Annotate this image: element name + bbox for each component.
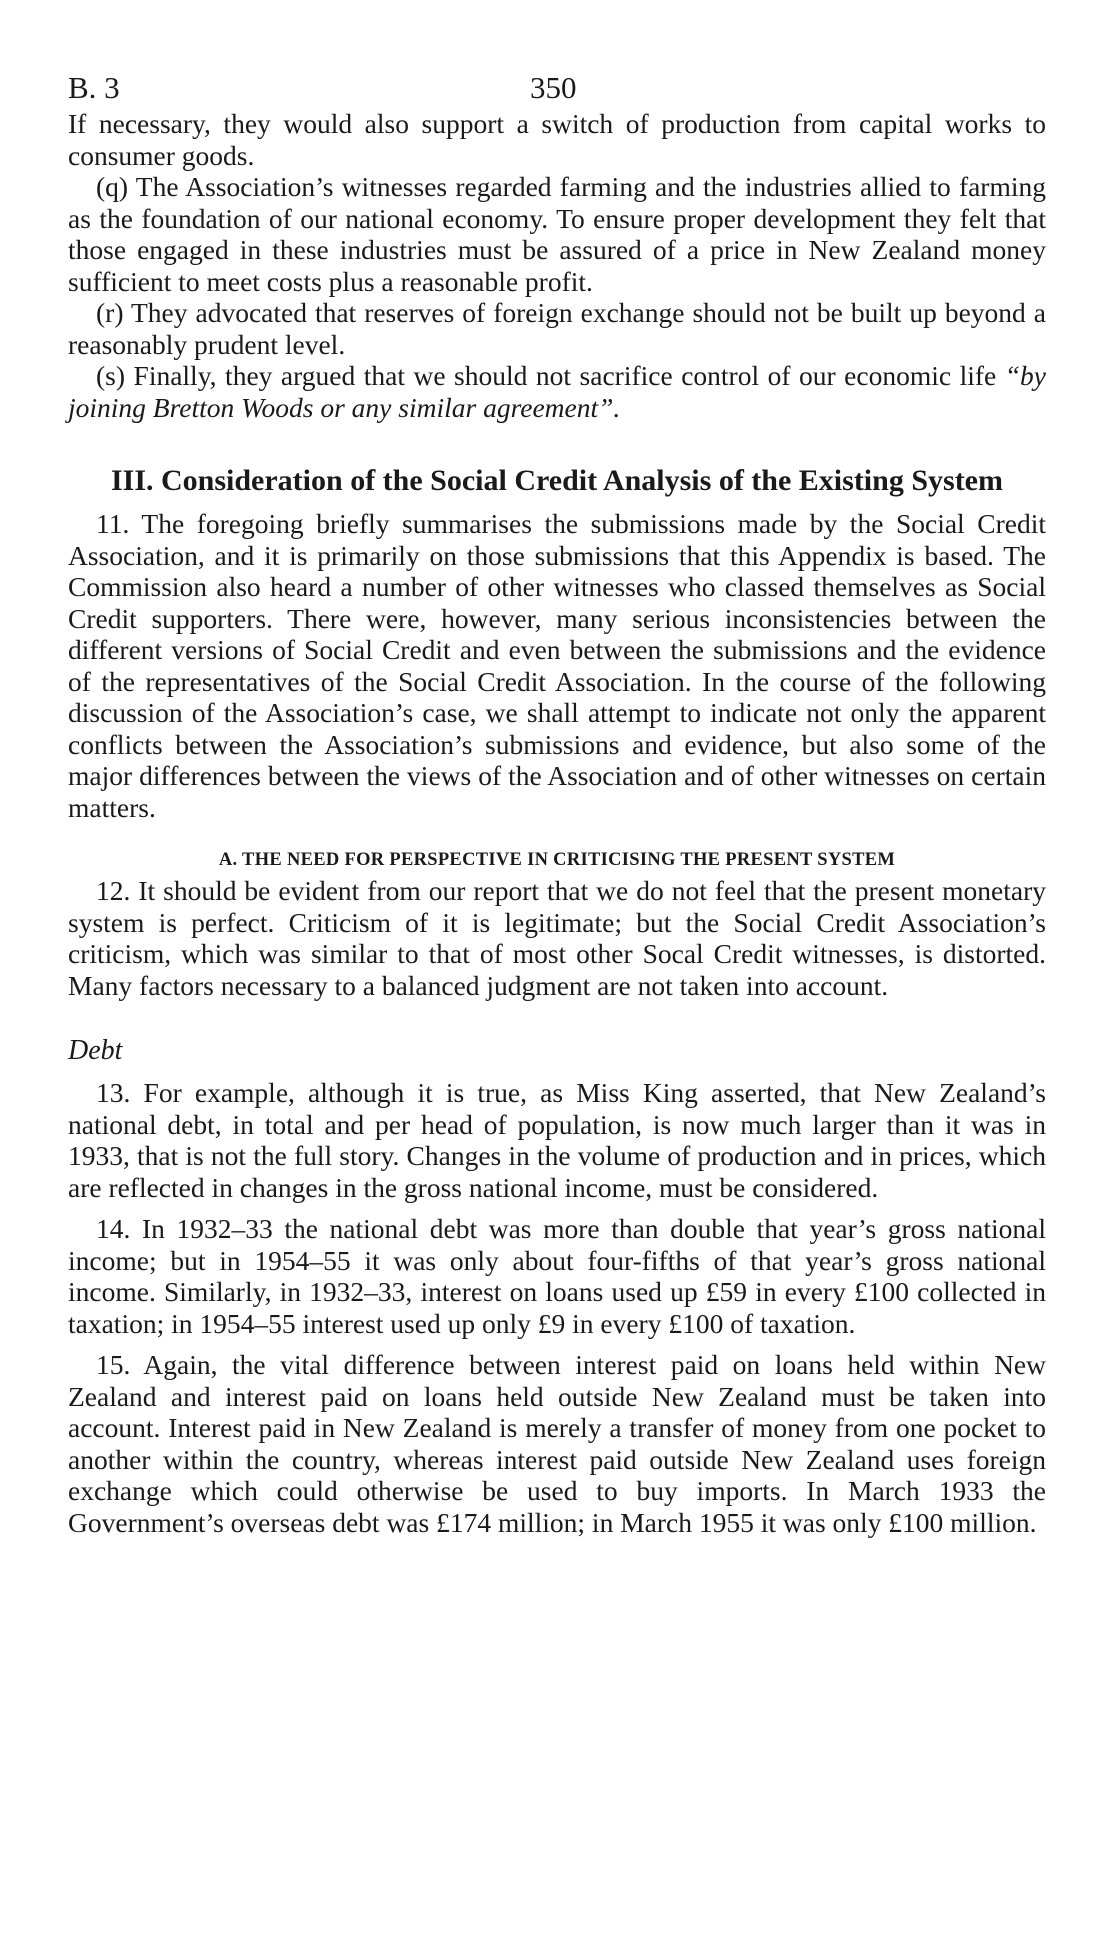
- paragraph-14: 14. In 1932–33 the national debt was more than double that year’s gross national income; but in 1954–55 it was only about four-fifths of that year’s gross national income. Similarly, in 1932–33, interest on loans used up £59 in every £100 collected in taxation; in 1954–55 interest used up only £9 in every £100 of taxation.: [68, 1213, 1046, 1339]
- paragraph-s-text: (s) Finally, they argued that we should not sacrifice control of our economic life: [96, 360, 1005, 391]
- paragraph-s-quote: “by joining Bretton Woods or any similar agreement”.: [68, 360, 1046, 423]
- paragraph-r: (r) They advocated that reserves of foreign exchange should not be built up beyond a reasonably prudent level.: [68, 297, 1046, 360]
- section-heading-iii: III. Consideration of the Social Credit Analysis of the Existing System: [110, 464, 1003, 497]
- paragraph-q: (q) The Association’s witnesses regarded farming and the industries allied to farming as the foundation of our national economy. To ensure proper development they felt that those engaged in these industries must be assured of a price in New Zealand money sufficient to meet costs plus a reasonable profit.: [68, 171, 1046, 297]
- page-header: [68, 58, 1046, 108]
- subheading-debt: Debt: [68, 1035, 123, 1066]
- document-page: [68, 58, 1046, 1538]
- paragraph-continuation: If necessary, they would also support a switch of production from capital works to consumer goods.: [68, 108, 1046, 171]
- subsection-heading-a: A. THE NEED FOR PERSPECTIVE IN CRITICISING THE PRESENT SYSTEM: [218, 850, 896, 870]
- document-reference: B. 3: [68, 70, 120, 105]
- paragraph-12: 12. It should be evident from our report that we do not feel that the present monetary system is perfect. Criticism of it is legitimate; but the Social Credit Association’s criticism, which was similar to that of most other Socal Credit witnesses, is distorted. Many factors necessary to a balanced judgment are not taken into account.: [68, 875, 1046, 1001]
- page-number: 350: [530, 70, 577, 105]
- paragraph-11: 11. The foregoing briefly summarises the submissions made by the Social Credit Association, and it is primarily on those submissions that this Appendix is based. The Commission also heard a number of other witnesses who classed themselves as Social Credit supporters. There were, however, many serious inconsistencies between the different versions of Social Credit and even between the submissions and the evidence of the representatives of the Social Credit Association. In the course of the following discussion of the Association’s case, we shall attempt to indicate not only the apparent conflicts between the Association’s submissions and evidence, but also some of the major differences between the views of the Association and of other witnesses on certain matters.: [68, 508, 1046, 823]
- paragraph-s: [68, 360, 1046, 423]
- paragraph-15: 15. Again, the vital difference between interest paid on loans held within New Zealand and interest paid on loans held outside New Zealand must be taken into account. Interest paid in New Zealand is merely a transfer of money from one pocket to another within the country, whereas interest paid outside New Zealand uses foreign exchange which could otherwise be used to buy imports. In March 1933 the Government’s overseas debt was £174 million; in March 1955 it was only £100 million.: [68, 1349, 1046, 1538]
- paragraph-13: 13. For example, although it is true, as Miss King asserted, that New Zealand’s national debt, in total and per head of population, is now much larger than it was in 1933, that is not the full story. Changes in the volume of production and in prices, which are reflected in changes in the gross national income, must be considered.: [68, 1077, 1046, 1203]
